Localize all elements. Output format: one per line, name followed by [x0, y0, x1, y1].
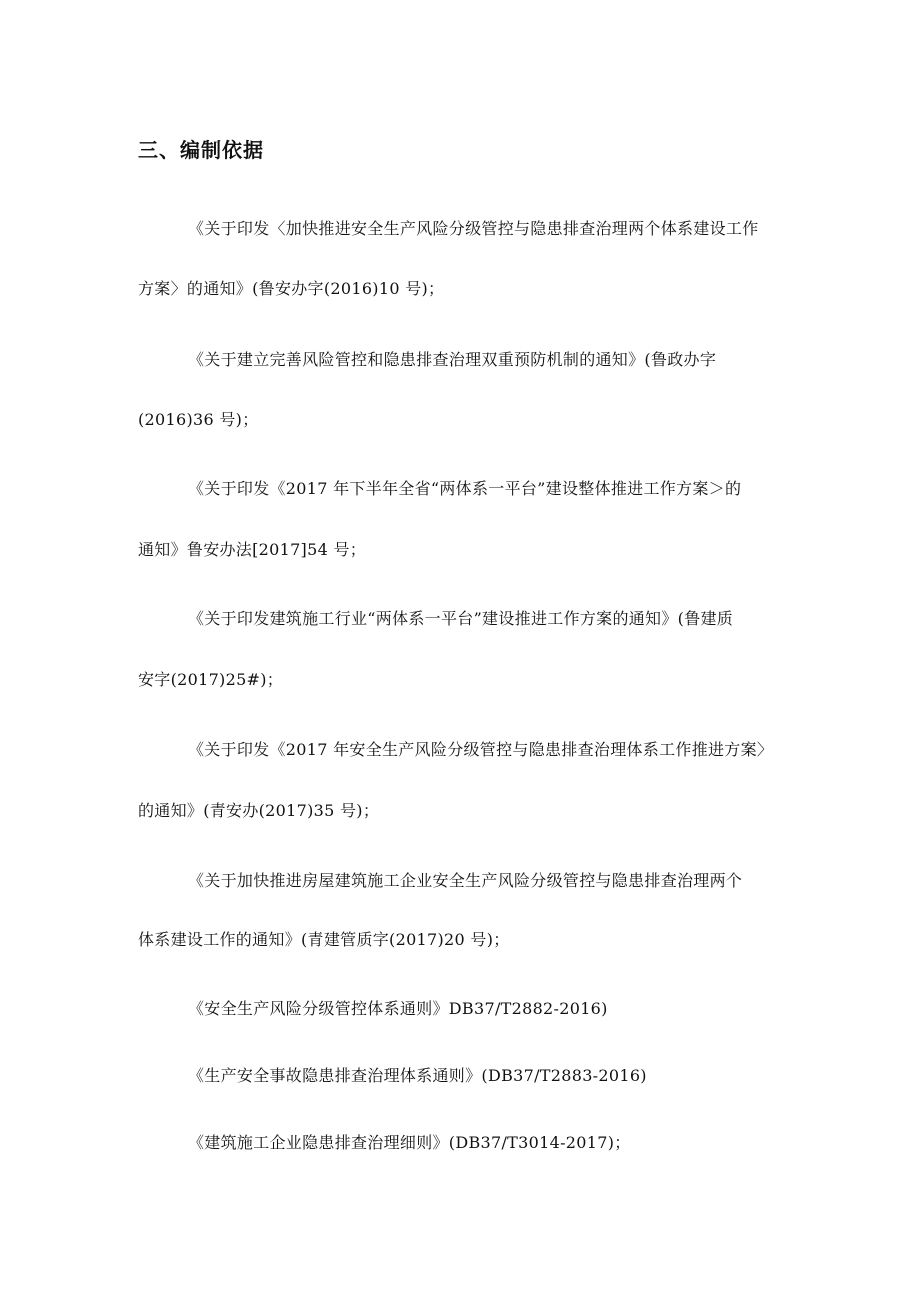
section-heading: 三、编制依据	[138, 138, 264, 162]
reference-3-line-2: 通知》鲁安办法[2017]54 号；	[138, 540, 367, 559]
reference-5-line-2: 的通知》(青安办(2017)35 号)；	[138, 801, 380, 820]
reference-6-line-1: 《关于加快推进房屋建筑施工企业安全生产风险分级管控与隐患排查治理两个	[188, 871, 743, 890]
reference-4-line-2: 安字(2017)25#)；	[138, 670, 284, 689]
reference-5-line-1: 《关于印发《2017 年安全生产风险分级管控与隐患排查治理体系工作推进方案〉	[188, 740, 774, 759]
reference-2-line-2: (2016)36 号)；	[138, 410, 259, 429]
reference-1-line-2: 方案〉的通知》(鲁安办字(2016)10 号)；	[138, 279, 445, 298]
reference-9-line-1: 《建筑施工企业隐患排查治理细则》(DB37/T3014-2017)；	[188, 1133, 631, 1152]
reference-2-line-1: 《关于建立完善风险管控和隐患排查治理双重预防机制的通知》(鲁政办字	[188, 350, 717, 369]
reference-6-line-2: 体系建设工作的通知》(青建管质字(2017)20 号)；	[138, 930, 510, 949]
reference-8-line-1: 《生产安全事故隐患排查治理体系通则》(DB37/T2883-2016)	[188, 1066, 647, 1085]
reference-4-line-1: 《关于印发建筑施工行业“两体系一平台”建设推进工作方案的通知》(鲁建质	[188, 609, 734, 628]
reference-1-line-1: 《关于印发〈加快推进安全生产风险分级管控与隐患排查治理两个体系建设工作	[188, 219, 759, 238]
reference-7-line-1: 《安全生产风险分级管控体系通则》DB37/T2882-2016)	[188, 999, 608, 1018]
reference-3-line-1: 《关于印发《2017 年下半年全省“两体系一平台”建设整体推进工作方案＞的	[188, 479, 742, 498]
